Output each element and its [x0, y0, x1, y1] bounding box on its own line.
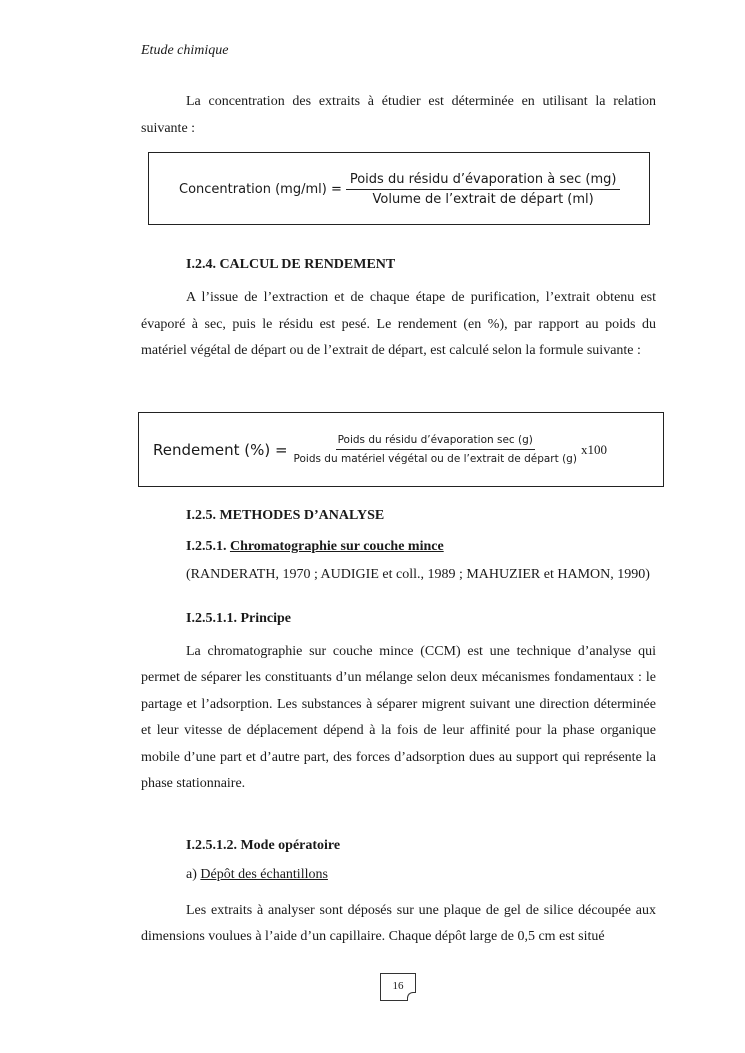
concentration-formula-box: [148, 152, 650, 225]
concentration-denominator: Volume de l’extrait de départ (ml): [372, 192, 594, 207]
rendement-multiplier: x100: [580, 441, 607, 457]
section-heading-methodes: I.2.5. METHODES D’ANALYSE: [186, 508, 385, 523]
subsection-title: Chromatographie sur couche mince: [229, 539, 444, 554]
rendement-paragraph: A l’issue de l’extraction et de chaque étape de purification, l’extrait obtenu est évaporé à sec, puis le résidu est pesé. Le rendement (en %), par rapport au poids du matériel végétal de départ ou de l’extrait de départ, est calculé selon la formule suivante :: [141, 290, 656, 358]
page-number: 16: [392, 980, 404, 992]
subsection-number: I.2.5.1.: [186, 539, 227, 554]
principe-paragraph: La chromatographie sur couche mince (CCM) est une technique d’analyse qui permet de séparer les constituants d’un mélange selon deux mécanismes fondamentaux : le partage et l’adsorption. Les substances à séparer migrent suivant une direction déterminée et leur vitesse de déplacement dépend à la fois de leur affinité pour la phase organique mobile d’une part et d’autre part, des forces d’adsorption dues au support qui représente la phase stationnaire.: [141, 644, 656, 792]
references: (RANDERATH, 1970 ; AUDIGIE et coll., 1989 ; MAHUZIER et HAMON, 1990): [186, 567, 650, 582]
rendement-numerator: Poids du résidu d’évaporation sec (g): [336, 434, 535, 450]
rendement-formula-lhs: Rendement (%) =: [153, 440, 288, 459]
principe-heading: I.2.5.1.1. Principe: [186, 611, 291, 626]
section-heading-rendement: I.2.4. CALCUL DE RENDEMENT: [186, 257, 396, 272]
concentration-numerator: Poids du résidu d’évaporation à sec (mg): [346, 172, 621, 190]
running-header: Etude chimique: [141, 43, 229, 58]
concentration-formula-lhs: Concentration (mg/ml) =: [179, 182, 342, 197]
subsection-ccm-heading: [186, 539, 444, 555]
depot-prefix: a): [186, 867, 197, 882]
intro-paragraph: La concentration des extraits à étudier est déterminée en utilisant la relation suivante :: [141, 94, 656, 136]
mode-operatoire-heading: I.2.5.1.2. Mode opératoire: [186, 838, 341, 853]
rendement-formula-box: [138, 412, 664, 487]
rendement-fraction: [292, 434, 579, 465]
depot-paragraph: Les extraits à analyser sont déposés sur une plaque de gel de silice découpée aux dimensions voulues à l’aide d’un capillaire. Chaque dépôt large de 0,5 cm est situé: [141, 903, 656, 944]
page-number-box: [380, 973, 416, 1001]
rendement-denominator: Poids du matériel végétal ou de l’extrait de départ (g): [293, 453, 577, 465]
page-fold-icon: [407, 992, 416, 1001]
depot-title: Dépôt des échantillons: [200, 867, 328, 882]
depot-heading: [186, 867, 328, 883]
concentration-fraction: [346, 172, 621, 207]
